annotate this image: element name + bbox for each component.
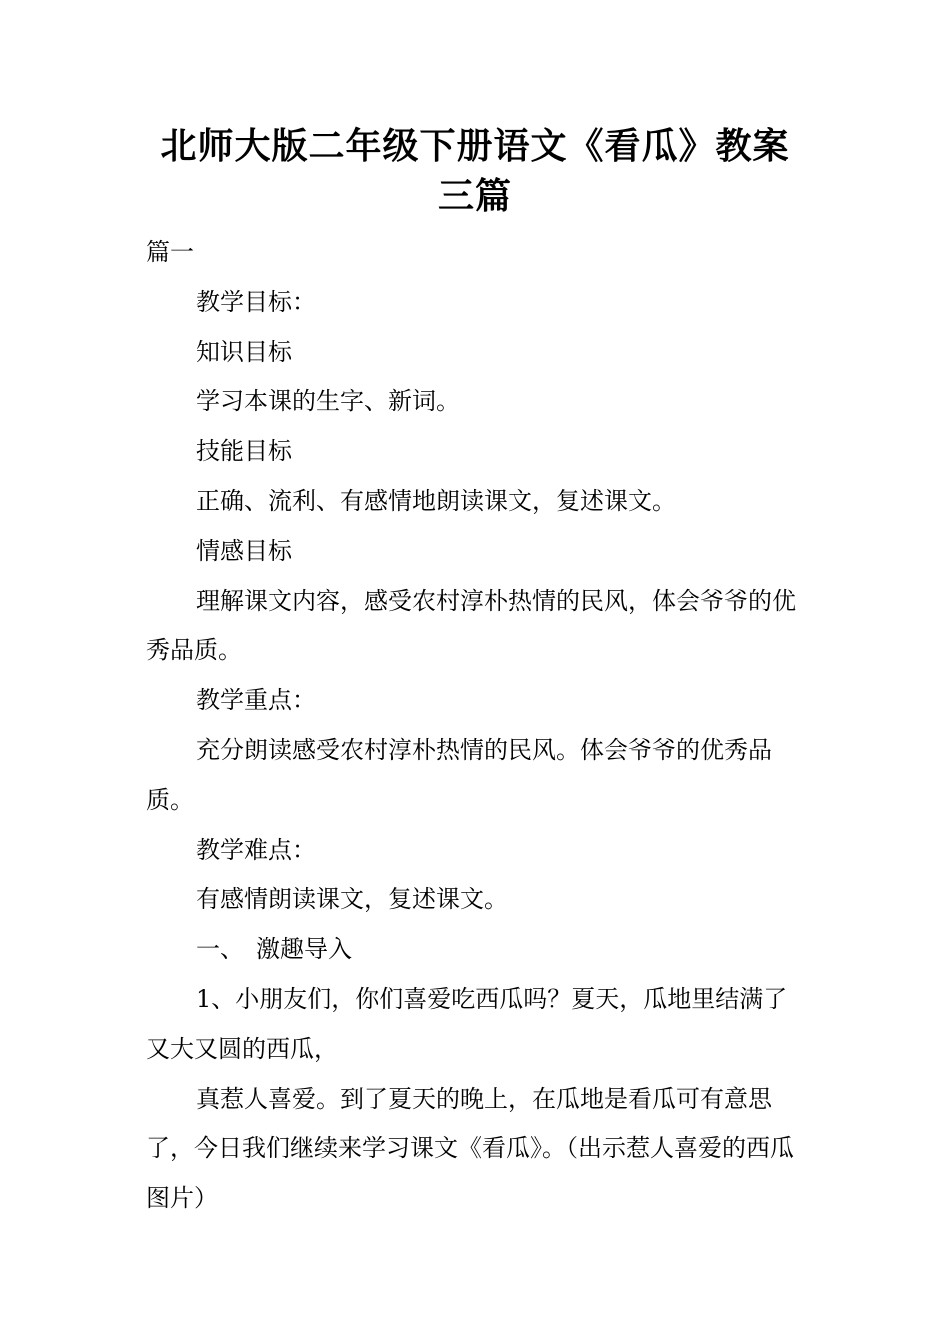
paragraph: 有感情朗读课文，复述课文。 [196, 885, 508, 914]
paragraph: 充分朗读感受农村淳朴热情的民风。体会爷爷的优秀品质。 [146, 735, 772, 814]
paragraph: 知识目标 [196, 337, 292, 366]
document-body [146, 228, 806, 1224]
paragraph: 教学难点： [196, 835, 316, 864]
paragraph: 情感目标 [196, 536, 292, 565]
paragraph: 技能目标 [196, 437, 292, 466]
section-heading: 篇一 [146, 238, 194, 266]
paragraph: 学习本课的生字、新词。 [196, 387, 460, 416]
paragraph: 理解课文内容，感受农村淳朴热情的民风，体会爷爷的优秀品质。 [146, 586, 796, 665]
paragraph: 一、 激趣导入 [196, 935, 352, 964]
paragraph: 教学目标： [196, 287, 316, 316]
document-title: 北师大版二年级下册语文《看瓜》教案三篇 [160, 126, 790, 217]
paragraph: 教学重点： [196, 686, 316, 715]
paragraph: 1、小朋友们，你们喜爱吃西瓜吗？夏天，瓜地里结满了又大又圆的西瓜， [146, 984, 788, 1063]
paragraph: 真惹人喜爱。到了夏天的晚上，在瓜地是看瓜可有意思了，今日我们继续来学习课文《看瓜》。（出示惹人喜爱的西瓜图片） [146, 1084, 794, 1213]
paragraph: 正确、流利、有感情地朗读课文，复述课文。 [196, 486, 676, 515]
